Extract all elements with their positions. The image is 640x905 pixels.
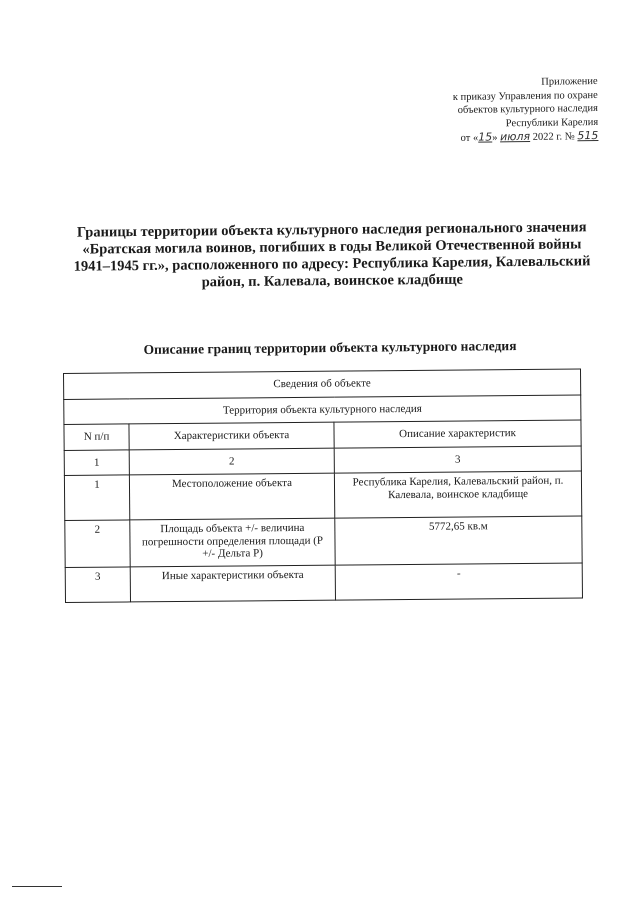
- section-subtitle: Описание границ территории объекта культурного наследия: [143, 338, 517, 357]
- column-header: N п/п: [64, 424, 129, 450]
- column-header: Характеристики объекта: [129, 422, 334, 449]
- table-row: [64, 471, 581, 521]
- row-number: 2: [65, 520, 130, 568]
- column-header: Описание характеристик: [334, 420, 581, 448]
- row-number: 3: [65, 567, 130, 603]
- appendix-line: объектов культурного наследия: [457, 102, 599, 116]
- handwritten-month: июля: [499, 129, 531, 144]
- date-year: 2022 г. №: [530, 131, 578, 143]
- table-section-subtitle: Территория объекта культурного наследия: [64, 394, 581, 424]
- characteristic-cell: Иные характеристики объекта: [130, 565, 335, 602]
- footer-divider: [12, 886, 62, 887]
- row-number: 1: [64, 475, 129, 521]
- order-date-line: [453, 129, 598, 146]
- appendix-line: Республики Карелия: [505, 116, 599, 129]
- table-row: [65, 516, 582, 568]
- date-prefix: от «: [460, 132, 479, 144]
- document-title: Границы территории объекта культурного наследия регионального значения «Братская могила воинов, погибших в годы Великой Отечественной войны 1941–1945 гг.», расположенного по адресу: Республика Карелия, Калевальский район, п. Калевала, воинское кладбище: [73, 219, 591, 291]
- handwritten-order-number: 515: [577, 128, 599, 143]
- description-cell: Республика Карелия, Калевальский район, п. Калевала, воинское кладбище: [334, 471, 581, 518]
- table-row: [65, 563, 582, 603]
- handwritten-day: 15: [478, 130, 493, 144]
- table-section-title: Сведения об объекте: [64, 369, 581, 399]
- date-mid: »: [492, 132, 501, 144]
- column-number: 3: [334, 445, 581, 473]
- description-cell: 5772,65 кв.м: [335, 516, 582, 565]
- characteristic-cell: Местоположение объекта: [129, 473, 334, 520]
- description-cell: -: [335, 563, 582, 600]
- characteristic-cell: Площадь объекта +/- величина погрешности определения площади (Р +/- Дельта Р): [130, 518, 335, 567]
- column-number: 1: [64, 449, 129, 475]
- appendix-line: к приказу Управления по охране: [452, 89, 598, 103]
- appendix-line: Приложение: [541, 75, 598, 88]
- object-info-table: [63, 368, 583, 603]
- appendix-header: [453, 75, 599, 146]
- column-number: 2: [129, 448, 334, 475]
